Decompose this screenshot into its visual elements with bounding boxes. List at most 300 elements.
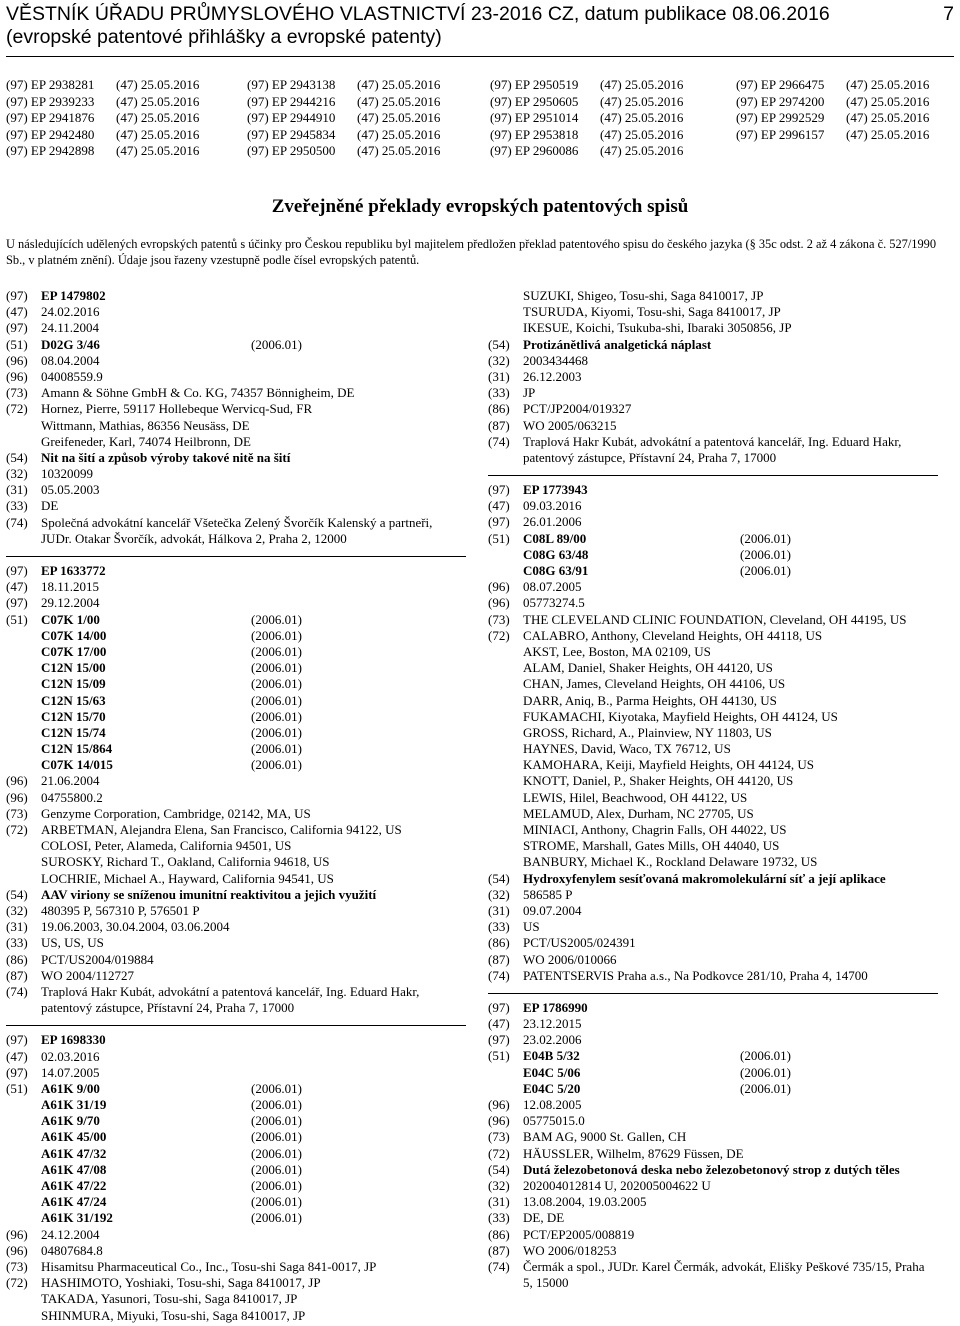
field-value: PCT/JP2004/019327 [523,401,632,417]
field-code: (96) [6,368,28,384]
field-value: 24.11.2004 [41,320,100,336]
field-value: Hydroxyfenylem sesíťovaná makromolekulární síť a její aplikace [523,870,886,886]
grant-ep-number: (97) EP 2950605 [490,93,579,109]
entry-separator [488,475,938,476]
ipc-version: (2006.01) [251,676,302,692]
field-code: (73) [488,1129,510,1145]
ipc-version: (2006.01) [251,627,302,643]
field-value: CALABRO, Anthony, Cleveland Heights, OH 44118, US [523,627,823,643]
patent-entry [6,563,451,1016]
grant-list-col4 [736,77,929,143]
entry-field [6,466,451,482]
field-value: Amann & Söhne GmbH & Co. KG, 74357 Bönnigheim, DE [41,385,355,401]
entry-field [488,1016,933,1032]
entry-field [488,1146,933,1162]
field-code: (72) [488,1145,510,1161]
field-code: (47) [6,579,28,595]
field-value: 202004012814 U, 202005004622 U [523,1177,711,1193]
grant-ep-number: (97) EP 2942480 [6,126,95,142]
entry-field [488,644,933,660]
grant-ep-number: (97) EP 2950500 [247,143,336,158]
field-code: (74) [488,1258,510,1274]
entry-field [488,337,933,353]
field-value: C07K 14/015 [41,757,113,773]
entry-field [6,1178,451,1194]
grant-row [247,110,440,127]
ipc-version: (2006.01) [251,1113,302,1129]
grant-date: (47) 25.05.2016 [357,77,441,92]
entry-field [6,854,451,870]
field-value: Traplová Hakr Kubát, advokátní a patentová kancelář, Ing. Eduard Hakr, patentový zástupce, Přístavní 24, Praha 7, 17000 [41,983,420,1016]
ipc-version: (2006.01) [251,1194,302,1210]
ipc-version: (2006.01) [251,1145,302,1161]
field-code: (32) [488,352,510,368]
entry-field [6,1081,451,1097]
field-value: TAKADA, Yasunori, Tosu-shi, Saga 8410017, JP [41,1291,298,1307]
field-value: STROME, Marshall, Gates Mills, OH 44040, US [523,838,780,854]
entry-field [488,482,933,498]
field-value: C12N 15/63 [41,692,106,708]
entry-field [6,660,451,676]
grant-date: (47) 25.05.2016 [600,143,684,158]
ipc-version: (2006.01) [740,1080,791,1096]
field-value: MELAMUD, Alex, Durham, NC 27705, US [523,805,754,821]
entry-field [488,725,933,741]
entry-field [488,757,933,773]
entry-field [6,563,451,579]
grant-date: (47) 25.05.2016 [357,126,441,142]
field-value: Hornez, Pierre, 59117 Hollebeque Wervicq-Sud, FR [41,401,313,417]
entry-field [6,579,451,595]
field-value: 04008559.9 [41,368,103,384]
grant-row [736,110,929,127]
grant-row [6,127,199,144]
entry-field [488,1097,933,1113]
ipc-version: (2006.01) [740,1048,791,1064]
ipc-version: (2006.01) [740,546,791,562]
field-value: 19.06.2003, 30.04.2004, 03.06.2004 [41,919,230,935]
field-value: 24.02.2016 [41,304,100,320]
field-code: (96) [488,1113,510,1129]
entry-field [6,871,451,887]
field-code: (73) [6,805,28,821]
field-value: DE, DE [523,1210,565,1226]
field-code: (96) [6,1226,28,1242]
grant-row [736,77,929,94]
field-code: (73) [6,1258,28,1274]
grant-row [247,77,440,94]
field-value: CHAN, James, Cleveland Heights, OH 44106, US [523,676,786,692]
field-value: PCT/US2005/024391 [523,935,636,951]
field-code: (97) [6,1032,28,1048]
entry-field [6,709,451,725]
entry-field [6,773,451,789]
entry-field [6,725,451,741]
field-value: A61K 47/22 [41,1178,107,1193]
ipc-version: (2006.01) [251,1210,302,1226]
entry-field [488,709,933,725]
entry-field [488,1129,933,1145]
entry-field [488,790,933,806]
field-code: (96) [488,595,510,611]
grant-date: (47) 25.05.2016 [116,126,200,142]
entry-field [6,676,451,692]
field-value: Hisamitsu Pharmaceutical Co., Inc., Tosu-shi Saga 841-0017, JP [41,1258,377,1274]
field-value: JP [523,385,536,401]
field-code: (31) [488,368,510,384]
ipc-version: (2006.01) [251,1097,302,1113]
entry-field [6,515,451,547]
field-code: (87) [488,1242,510,1258]
entry-field [488,304,933,320]
field-value: 18.11.2015 [41,579,100,595]
field-value: ARBETMAN, Alejandra Elena, San Francisco, California 94122, US [41,822,402,838]
entry-field [6,1113,451,1129]
field-code: (33) [6,935,28,951]
entry-field [488,806,933,822]
field-code: (54) [6,449,28,465]
entry-field [6,1275,451,1291]
entry-field [488,385,933,401]
entry-field [6,320,451,336]
field-value: THE CLEVELAND CLINIC FOUNDATION, Cleveland, OH 44195, US [523,611,907,627]
field-value: SUROSKY, Richard T., Oakland, California 94618, US [41,854,330,870]
ipc-version: (2006.01) [251,1080,302,1096]
page-number: 7 [943,3,954,25]
field-code: (86) [488,401,510,417]
field-value: EP 1479802 [41,288,106,303]
entry-field [488,871,933,887]
field-value: TSURUDA, Kiyomi, Tosu-shi, Saga 8410017, JP [523,304,781,320]
field-code: (96) [6,1242,28,1258]
grant-ep-number: (97) EP 2942898 [6,143,95,158]
field-value: SHINMURA, Miyuki, Tosu-shi, Saga 8410017, JP [41,1307,306,1323]
entry-field [6,482,451,498]
field-value: 26.12.2003 [523,368,582,384]
field-value: GROSS, Richard, A., Plainview, NY 11803, US [523,724,772,740]
field-code: (32) [6,466,28,482]
grant-row [247,94,440,111]
entry-field [488,968,933,984]
field-value: A61K 47/08 [41,1161,107,1177]
entry-field [6,304,451,320]
field-code: (33) [6,498,28,514]
field-value: A61K 31/192 [41,1210,113,1226]
grant-ep-number: (97) EP 2992529 [736,110,825,125]
entry-field [488,1210,933,1226]
field-code: (54) [488,1161,510,1177]
ipc-version: (2006.01) [251,336,302,352]
grant-date: (47) 25.05.2016 [846,77,930,92]
field-value: C12N 15/00 [41,660,106,676]
entry-field [6,353,451,369]
entry-field [6,903,451,919]
grant-ep-number: (97) EP 2938281 [6,77,95,92]
field-value: EP 1633772 [41,563,106,579]
grant-row [6,110,199,127]
entry-field [6,434,451,450]
grant-list-col3 [490,77,683,160]
patent-entry [6,1032,451,1323]
entry-field [488,887,933,903]
field-code: (51) [488,1048,510,1064]
field-value: A61K 9/70 [41,1113,100,1129]
field-code: (87) [488,951,510,967]
grant-row [247,143,440,160]
field-code: (97) [488,482,510,498]
field-code: (31) [6,482,28,498]
entry-field [6,595,451,611]
entry-field [488,579,933,595]
section-intro: U následujících udělených evropských patentů s účinky pro Českou republiku byl majitelem předložen překlad patentového spisu do českého jazyka (§ 35c odst. 2 až 4 zákona č. 527/1990 Sb., v platném znění). Údaje jsou řazeny vzestupně podle čísel evropských patentů. [6,237,937,268]
field-code: (87) [6,967,28,983]
gazette-subtitle: (evropské patentové přihlášky a evropské patenty) [6,26,442,48]
grant-date: (47) 25.05.2016 [357,110,441,125]
field-value: C12N 15/09 [41,676,106,692]
field-code: (33) [488,385,510,401]
field-code: (33) [488,1210,510,1226]
field-value: HAYNES, David, Waco, TX 76712, US [523,741,731,757]
grant-date: (47) 25.05.2016 [116,143,200,158]
field-code: (31) [488,902,510,918]
entry-field [6,644,451,660]
grant-date: (47) 25.05.2016 [846,93,930,109]
field-code: (47) [488,498,510,514]
entry-field [488,935,933,951]
ipc-version: (2006.01) [251,757,302,773]
entry-field [488,1227,933,1243]
entry-field [6,935,451,951]
entry-field [488,693,933,709]
field-value: 05.05.2003 [41,482,100,498]
field-value: BANBURY, Michael K., Rockland Delaware 19732, US [523,854,818,870]
field-value: KAMOHARA, Keiji, Mayfield Heights, OH 44124, US [523,757,815,773]
ipc-version: (2006.01) [251,708,302,724]
field-code: (74) [6,514,28,530]
entry-field [6,1210,451,1226]
field-code: (51) [6,336,28,352]
entry-field [488,401,933,417]
field-code: (32) [488,1177,510,1193]
field-value: 29.12.2004 [41,595,100,611]
field-code: (97) [6,563,28,579]
field-value: FUKAMACHI, Kiyotaka, Mayfield Heights, OH 44124, US [523,708,838,724]
entry-field [488,563,933,579]
field-code: (74) [488,433,510,449]
field-value: WO 2006/010066 [523,951,617,967]
field-code: (74) [488,967,510,983]
field-value: 480395 P, 567310 P, 576501 P [41,902,200,918]
entry-field [488,838,933,854]
grant-row [6,143,199,160]
grant-row [736,127,929,144]
field-code: (51) [6,611,28,627]
entry-field [488,1113,933,1129]
entry-field [488,1081,933,1097]
left-column [6,288,451,1324]
field-code: (96) [6,773,28,789]
field-value: C08G 63/91 [523,563,589,579]
entry-field [488,434,933,466]
field-code: (96) [488,1097,510,1113]
entry-field [6,612,451,628]
field-value: 09.07.2004 [523,902,582,918]
field-value: ALAM, Daniel, Shaker Heights, OH 44120, US [523,660,773,676]
field-value: C08G 63/48 [523,546,589,562]
field-code: (96) [6,789,28,805]
grant-row [247,127,440,144]
field-value: 26.01.2006 [523,514,582,530]
ipc-version: (2006.01) [740,530,791,546]
entry-field [6,369,451,385]
entry-field [488,1178,933,1194]
ipc-version: (2006.01) [251,724,302,740]
field-code: (86) [6,951,28,967]
ipc-version: (2006.01) [740,563,791,579]
field-value: PATENTSERVIS Praha a.s., Na Podkovce 281/10, Praha 4, 14700 [523,967,868,983]
field-value: SUZUKI, Shigeo, Tosu-shi, Saga 8410017, JP [523,288,764,303]
field-code: (47) [6,1048,28,1064]
field-value: PCT/US2004/019884 [41,951,154,967]
right-column [488,288,933,1291]
entry-field [6,1291,451,1307]
field-code: (47) [6,304,28,320]
field-value: A61K 47/24 [41,1194,107,1210]
patent-entry [488,482,933,984]
field-value: KNOTT, Daniel, P., Shaker Heights, OH 44120, US [523,773,794,789]
grant-row [490,94,683,111]
field-value: LEWIS, Hilel, Beachwood, OH 44122, US [523,789,748,805]
patent-entry [488,288,933,466]
field-code: (54) [488,336,510,352]
field-code: (72) [488,627,510,643]
entry-field [488,660,933,676]
field-value: C07K 14/00 [41,627,107,643]
ipc-version: (2006.01) [251,1161,302,1177]
field-value: WO 2006/018253 [523,1242,617,1258]
field-value: DARR, Aniq, B., Parma Heights, OH 44130, US [523,692,777,708]
entry-field [6,952,451,968]
entry-field [6,919,451,935]
field-value: 13.08.2004, 19.03.2005 [523,1194,647,1210]
field-code: (97) [6,288,28,303]
entry-field [6,790,451,806]
grant-list-col2 [247,77,440,160]
grant-ep-number: (97) EP 2953818 [490,126,579,142]
entry-field [488,595,933,611]
entry-field [6,1032,451,1048]
grant-date: (47) 25.05.2016 [846,126,930,142]
field-value: PCT/EP2005/008819 [523,1226,635,1242]
header-divider [6,56,954,57]
field-value: EP 1773943 [523,482,588,498]
entry-field [6,337,451,353]
field-value: HASHIMOTO, Yoshiaki, Tosu-shi, Saga 8410017, JP [41,1275,321,1291]
field-code: (54) [6,886,28,902]
entry-field [6,1162,451,1178]
grant-row [490,127,683,144]
ipc-version: (2006.01) [251,660,302,676]
entry-field [488,514,933,530]
gazette-title: VĚSTNÍK ÚŘADU PRŮMYSLOVÉHO VLASTNICTVÍ 23-2016 CZ, datum publikace 08.06.2016 [6,3,830,25]
entry-field [488,353,933,369]
field-value: WO 2004/112727 [41,967,135,983]
entry-field [6,385,451,401]
field-code: (97) [6,320,28,336]
entry-field [6,968,451,984]
field-value: C08L 89/00 [523,530,587,546]
entry-field [6,806,451,822]
grant-ep-number: (97) EP 2996157 [736,126,825,142]
field-code: (86) [488,1226,510,1242]
field-code: (97) [488,514,510,530]
entry-field [6,1259,451,1275]
field-code: (31) [6,919,28,935]
entry-field [488,1032,933,1048]
field-value: Wittmann, Mathias, 86356 Neusäss, DE [41,417,250,433]
grant-ep-number: (97) EP 2951014 [490,110,579,125]
field-code: (97) [6,595,28,611]
field-value: C07K 1/00 [41,611,100,627]
field-value: 14.07.2005 [41,1064,100,1080]
field-code: (96) [6,352,28,368]
entry-separator [6,556,466,557]
field-value: BAM AG, 9000 St. Gallen, CH [523,1129,687,1145]
ipc-version: (2006.01) [251,1178,302,1193]
field-value: A61K 47/32 [41,1145,107,1161]
field-value: IKESUE, Koichi, Tsukuba-shi, Ibaraki 3050856, JP [523,320,792,336]
field-code: (87) [488,417,510,433]
ipc-version: (2006.01) [251,611,302,627]
field-code: (97) [6,1064,28,1080]
field-value: 08.07.2005 [523,579,582,595]
entry-field [6,401,451,417]
grant-ep-number: (97) EP 2939233 [6,93,95,109]
grant-ep-number: (97) EP 2945834 [247,126,336,142]
grant-ep-number: (97) EP 2950519 [490,77,579,92]
entry-field [6,822,451,838]
grant-date: (47) 25.05.2016 [600,93,684,109]
entry-separator [6,1025,466,1026]
field-value: 08.04.2004 [41,352,100,368]
field-value: WO 2005/063215 [523,417,617,433]
entry-field [6,984,451,1016]
entry-field [6,1065,451,1081]
field-code: (72) [6,1275,28,1291]
field-value: 04755800.2 [41,789,103,805]
entry-field [6,887,451,903]
grant-ep-number: (97) EP 2944216 [247,93,336,109]
entry-field [488,1065,933,1081]
entry-field [488,547,933,563]
entry-field [488,854,933,870]
entry-field [488,418,933,434]
entry-field [6,288,451,304]
field-code: (86) [488,935,510,951]
field-value: C07K 17/00 [41,643,107,659]
grant-date: (47) 25.05.2016 [600,110,684,125]
field-value: 24.12.2004 [41,1226,100,1242]
field-value: Nit na šití a způsob výroby takové nitě na šití [41,449,291,465]
field-value: C12N 15/864 [41,741,113,757]
field-value: AKST, Lee, Boston, MA 02109, US [523,643,711,659]
field-value: AAV viriony se sníženou imunitní reaktivitou a jejich využití [41,886,377,902]
patent-entry [488,1000,933,1291]
ipc-version: (2006.01) [740,1064,791,1080]
grant-date: (47) 25.05.2016 [116,93,200,109]
entry-field [6,628,451,644]
entry-field [488,676,933,692]
